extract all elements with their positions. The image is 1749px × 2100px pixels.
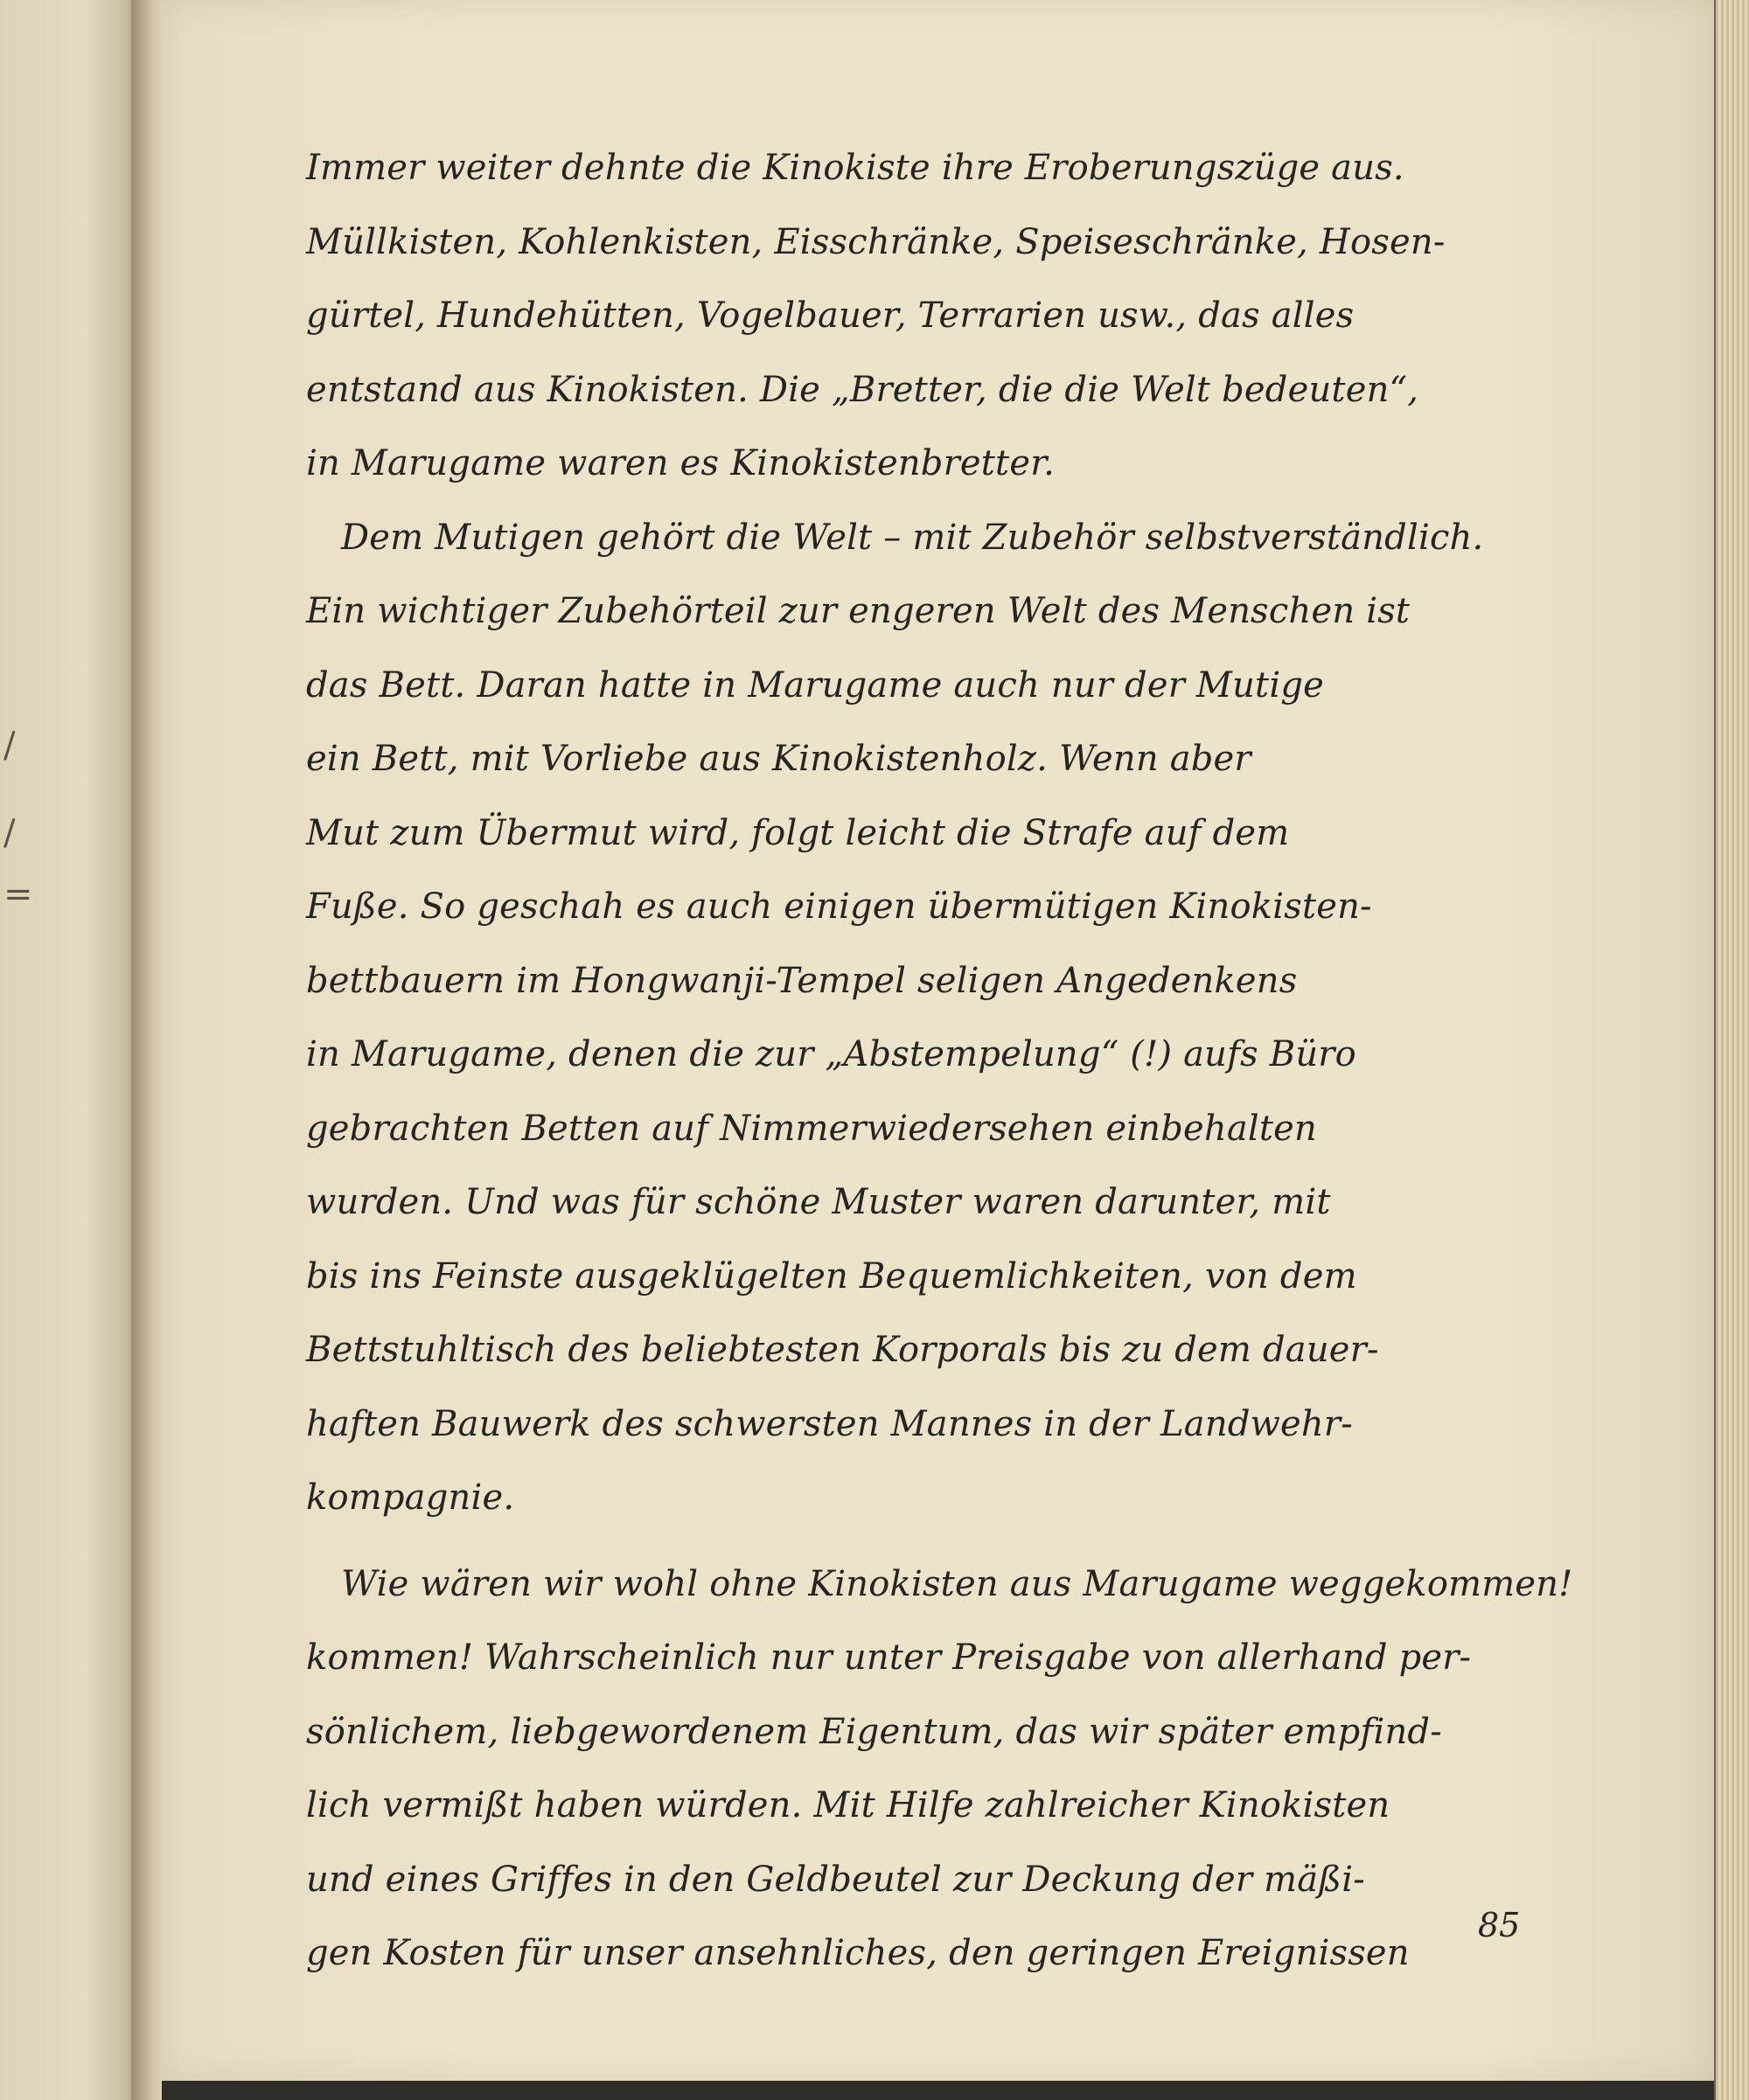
text-line: lich vermißt haben würden. Mit Hilfe zahlreicher Kinokisten bbox=[306, 1785, 1390, 1825]
text-line: Mut zum Übermut wird, folgt leicht die Strafe auf dem bbox=[306, 812, 1290, 853]
text-line: entstand aus Kinokisten. Die „Bretter, die die Welt bedeuten“, bbox=[306, 369, 1419, 410]
text-line: Wie wären wir wohl ohne Kinokisten aus Marugame weggekommen! bbox=[341, 1563, 1573, 1604]
text-line: Ein wichtiger Zubehörteil zur engeren Welt des Menschen ist bbox=[306, 591, 1411, 631]
text-line: Dem Mutigen gehört die Welt – mit Zubehör selbstverständlich. bbox=[341, 517, 1484, 558]
text-line: haften Bauwerk des schwersten Mannes in der Landwehr- bbox=[306, 1403, 1353, 1444]
page-edges bbox=[1714, 0, 1749, 2100]
text-line: wurden. Und was für schöne Muster waren darunter, mit bbox=[306, 1182, 1331, 1222]
handwritten-text-block bbox=[306, 131, 1573, 1991]
text-line: gebrachten Betten auf Nimmerwiedersehen einbehalten bbox=[306, 1108, 1318, 1149]
book-gutter bbox=[131, 0, 166, 2100]
left-page bbox=[0, 0, 140, 2100]
page-number: 85 bbox=[1478, 1906, 1521, 1944]
text-line: Bettstuhltisch des beliebtesten Korporals bis zu dem dauer- bbox=[306, 1330, 1379, 1370]
margin-mark: = bbox=[3, 874, 33, 914]
text-line: bettbauern im Hongwanji-Tempel seligen Angedenkens bbox=[306, 960, 1298, 1001]
text-line: Fuße. So geschah es auch einigen übermütigen Kinokisten- bbox=[306, 887, 1372, 927]
text-line: Müllkisten, Kohlenkisten, Eisschränke, Speiseschränke, Hosen- bbox=[306, 221, 1446, 262]
text-line: und eines Griffes in den Geldbeutel zur Deckung der mäßi- bbox=[306, 1859, 1365, 1900]
text-line: ein Bett, mit Vorliebe aus Kinokistenholz. Wenn aber bbox=[306, 739, 1251, 779]
text-line: Immer weiter dehnte die Kinokiste ihre Eroberungszüge aus. bbox=[306, 148, 1404, 188]
text-line: kompagnie. bbox=[306, 1478, 515, 1518]
text-line: gürtel, Hundehütten, Vogelbauer, Terrarien usw., das alles bbox=[306, 296, 1355, 336]
text-line: kommen! Wahrscheinlich nur unter Preisgabe von allerhand per- bbox=[306, 1638, 1472, 1678]
text-line: das Bett. Daran hatte in Marugame auch nur der Mutige bbox=[306, 664, 1324, 706]
text-line: sönlichem, liebgewordenem Eigentum, das wir später empfind- bbox=[306, 1711, 1442, 1752]
margin-mark: / bbox=[3, 813, 16, 853]
bottom-shadow bbox=[162, 2081, 1714, 2100]
text-line: gen Kosten für unser ansehnliches, den geringen Ereignissen bbox=[306, 1933, 1410, 1973]
text-line: bis ins Feinste ausgeklügelten Bequemlichkeiten, von dem bbox=[306, 1255, 1357, 1297]
text-line: in Marugame, denen die zur „Abstempelung“ (!) aufs Büro bbox=[306, 1034, 1356, 1074]
margin-mark: / bbox=[3, 726, 16, 766]
text-line: in Marugame waren es Kinokistenbretter. bbox=[306, 443, 1056, 483]
